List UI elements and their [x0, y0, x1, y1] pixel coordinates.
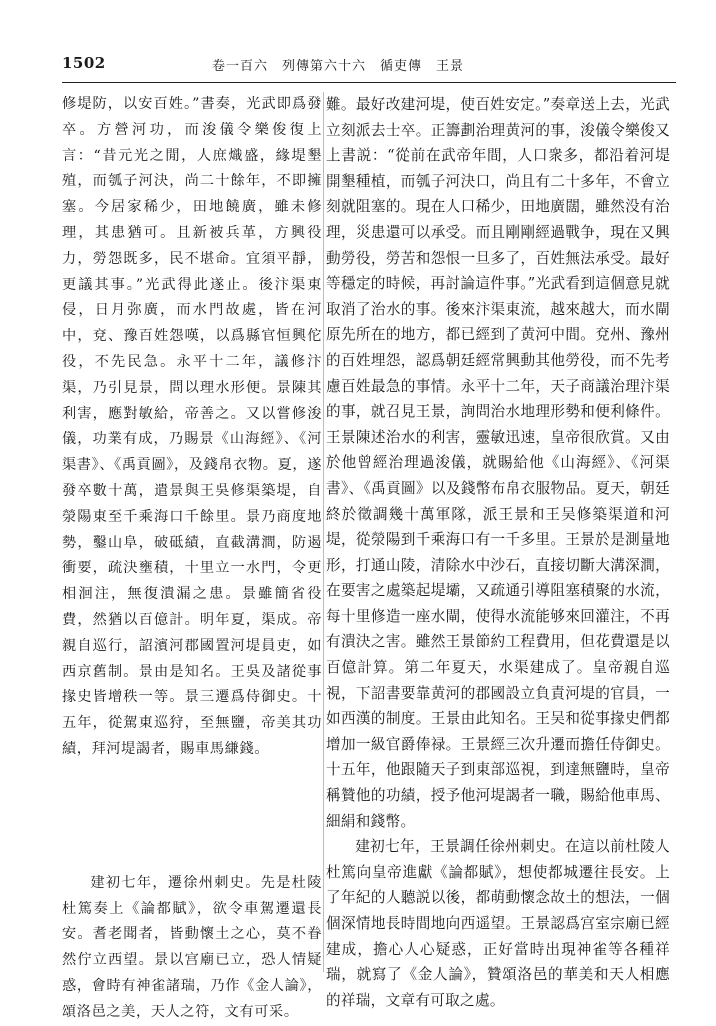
page-number: 1502: [62, 54, 106, 72]
translation-paragraph-1: 難。最好改建河堤，使百姓安定。”奏章送上去，光武立刻派去士卒。正籌劃治理黄河的事，浚儀令樂俊又上書説：“從前在武帝年間，人口衆多，都沿着河堤開墾種植，而瓠子河決口，尚且有二十多年，不會立刻就阻塞的。現在人口稀少，田地廣闊，雖然没有治理，災患還可以承受。而且剛剛經過戰争，現在又興動勞役，勞苦和怨恨一旦多了，百姓無法承受。最好等穩定的時候，再討論這件事。”光武看到這個意見就取消了治水的事。後來汴渠東流，越來越大，而水閘原先所在的地方，都已經到了黄河中間。兗州、豫州的百姓埋怨，認爲朝廷經常興動其他勞役，而不先考慮百姓最急的事情。永平十二年，天子商議治理汴渠的事，就召見王景，詢問治水地理形勢和便利條件。王景陳述治水的利害，靈敏迅速，皇帝很欣賞。又由於他曾經治理過浚儀，就賜給他《山海經》、《河渠書》、《禹貢圖》以及錢幣布帛衣服物品。夏天，朝廷終於徵調幾十萬軍隊，派王景和王吴修築渠道和河堤，從滎陽到千乘海口有一千多里。王景於是測量地形，打通山陵，清除水中沙石，直接切斷大溝深澗，在要害之處築起堤壩，又疏通引導阻塞積聚的水流，每十里修造一座水閘，使得水流能够來回灌注，不再有潰決之害。雖然王景節約工程費用，但花費還是以百億計算。第二年夏天，水渠建成了。皇帝親自巡視，下詔書要靠黄河的郡國設立負責河堤的官員，一如西漢的制度。王景由此知名。王吴和從事掾史們都增加一級官爵俸禄。王景經三次升遷而擔任侍御史。十五年，他跟隨天子到東部巡視，到達無鹽時，皇帝稱贊他的功績，授予他河堤謁者一職，賜給他車馬、細絹和錢幣。: [326, 96, 670, 830]
running-head: 卷一百六 列傳第六十六 循吏傳 王景: [212, 59, 465, 74]
translation-text-column: [326, 92, 670, 1013]
column-divider: [323, 92, 324, 972]
header-rule: [62, 82, 676, 83]
page-header: [62, 52, 676, 76]
translation-paragraph-2: 建初七年，王景調任徐州刺史。在這以前杜陵人杜篤向皇帝進獻《論都賦》，想使都城遷往長安。上了年紀的人聽説以後，都萌動懷念故土的想法，一個個深情地長時間地向西遥望。王景認爲宫室宗廟已經建成，擔心人心疑惑，正好當時出現神雀等各種祥瑞，就寫了《金人論》，贊頌洛邑的華美和天人相應的祥瑞，文章有可取之處。: [326, 838, 670, 1009]
classical-paragraph-2: 建初七年，遷徐州刺史。先是杜陵杜篤奏上《論都賦》，欲令車駕遷還長安。耆老聞者，皆動懷土之心，莫不眷然佇立西望。景以宫廟已立，恐人情疑惑，會時有神雀諸瑞，乃作《金人論》，頌洛邑之美，天人之符，文有可采。: [62, 874, 322, 1020]
classical-paragraph-1: 修堤防，以安百姓。”書奏，光武即爲發卒。方營河功，而浚儀令樂俊復上言：“昔元光之閒，人庶熾盛，緣堤墾殖，而瓠子河決，尚二十餘年，不即擁塞。今居家稀少，田地饒廣，雖未修理，其患猶可。且新被兵革，方興役力，勞怨既多，民不堪命。宜須平靜，更議其事。”光武得此遂止。後汴渠東侵，日月弥廣，而水門故處，皆在河中，兗、豫百姓怨嘆，以爲縣官恒興佗役，不先民急。永平十二年，議修汴渠，乃引見景，問以理水形便。景陳其利害，應對敏給，帝善之。又以嘗修浚儀，功業有成，乃賜景《山海經》、《河渠書》、《禹貢圖》，及錢帛衣物。夏，遂發卒數十萬，遣景與王吳修渠築堤，自滎陽東至千乘海口千餘里。景乃商度地勢，鑿山阜，破砥績，直截溝澗，防遏衝要，疏決壅積，十里立一水門，令更相洄注，無復潰漏之患。景雖簡省役費，然猶以百億計。明年夏，渠成。帝親自巡行，詔濱河郡國置河堤員吏，如西京舊制。景由是知名。王吳及諸從事掾史皆增秩一等。景三遷爲侍御史。十五年，從駕東巡狩，至無鹽，帝美其功績，拜河堤謁者，賜車馬縑錢。: [62, 96, 322, 757]
classical-text-column: [62, 92, 322, 1026]
